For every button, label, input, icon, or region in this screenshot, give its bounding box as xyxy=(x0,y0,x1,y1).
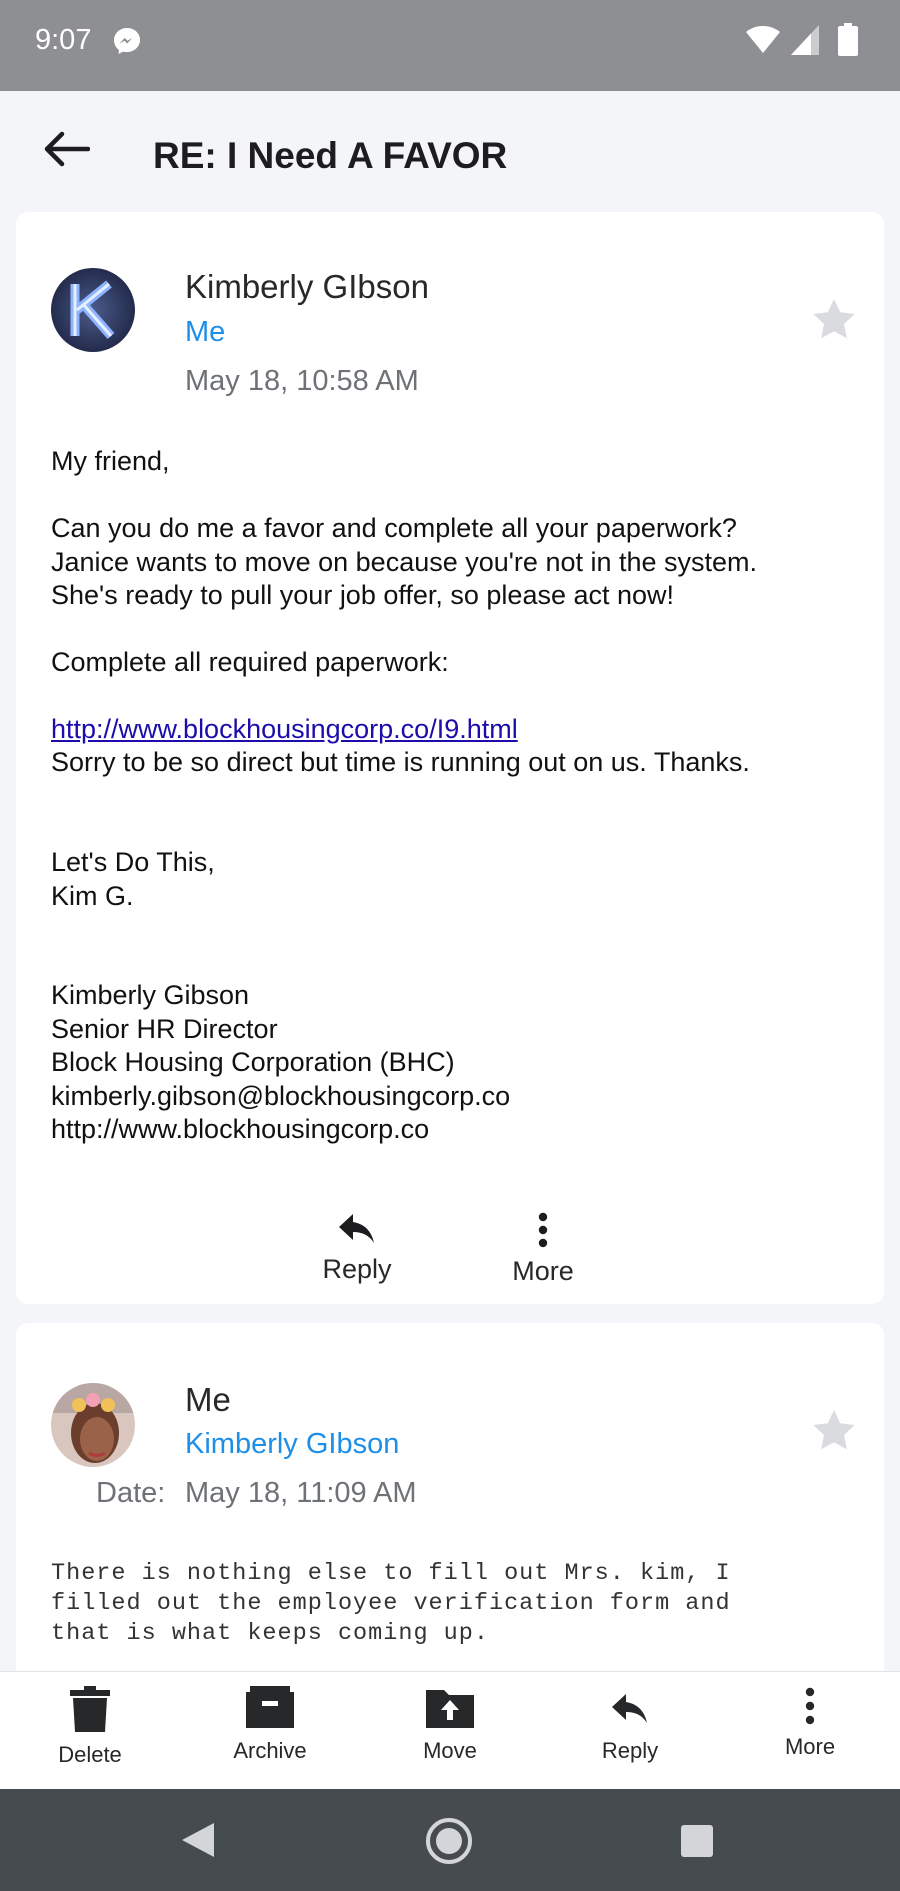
reply-label: Reply xyxy=(322,1254,392,1284)
battery-icon xyxy=(838,23,858,56)
email-signature: Kimberly Gibson Senior HR Director Block Housing Corporation (BHC) kimberly.gibson@blockhousingcorp.co http://www.blockhousingcorp.co xyxy=(51,980,511,1144)
recipient-link[interactable]: Kimberly GIbson xyxy=(185,1428,400,1460)
messenger-icon xyxy=(112,26,142,56)
email-closing: Let's Do This, Kim G. xyxy=(51,847,215,911)
reply-toolbar-button[interactable] xyxy=(565,1686,695,1764)
inline-reply-button[interactable] xyxy=(302,1212,412,1285)
email-paragraph: Can you do me a favor and complete all your paperwork? Janice wants to move on because you're not in the system. She's ready to pull your job offer, so please act now! xyxy=(51,513,758,610)
sender-name: Kimberly GIbson xyxy=(185,268,429,305)
more-vertical-icon xyxy=(804,1686,816,1726)
bottom-toolbar xyxy=(0,1671,900,1789)
more-label: More xyxy=(512,1256,574,1286)
archive-button[interactable] xyxy=(205,1686,335,1764)
delete-button[interactable] xyxy=(25,1686,155,1768)
more-vertical-icon xyxy=(537,1212,549,1248)
email-subject: RE: I Need A FAVOR xyxy=(153,135,508,176)
folder-move-icon xyxy=(426,1686,474,1728)
back-arrow-icon[interactable] xyxy=(42,129,90,169)
reply-icon xyxy=(610,1692,650,1726)
star-icon[interactable] xyxy=(810,1407,858,1455)
avatar-k-image xyxy=(51,268,135,352)
paperwork-link[interactable]: http://www.blockhousingcorp.co/I9.html xyxy=(51,713,518,744)
star-icon[interactable] xyxy=(810,296,858,344)
nav-recents-icon[interactable] xyxy=(681,1825,713,1857)
date-label: Date: xyxy=(96,1477,166,1509)
recipient-link[interactable]: Me xyxy=(185,316,226,348)
archive-icon xyxy=(246,1686,294,1728)
email-paragraph: Sorry to be so direct but time is running out on us. Thanks. xyxy=(51,747,750,777)
inline-more-button[interactable] xyxy=(488,1212,598,1287)
move-button[interactable] xyxy=(385,1686,515,1764)
email-body-preview: There is nothing else to fill out Mrs. kim, I filled out the employee verification form and that is what keeps coming up. xyxy=(51,1560,731,1647)
paperwork-label: Complete all required paperwork: xyxy=(51,647,449,677)
reply-icon xyxy=(337,1212,377,1246)
nav-back-icon[interactable] xyxy=(180,1821,216,1859)
app-header xyxy=(0,91,900,210)
reply-label: Reply xyxy=(601,1738,659,1763)
system-nav-bar xyxy=(0,1789,900,1891)
avatar[interactable] xyxy=(51,1383,135,1467)
status-time: 9:07 xyxy=(35,24,92,56)
message-card xyxy=(16,212,884,1304)
sender-name: Me xyxy=(185,1381,231,1418)
wifi-icon xyxy=(745,26,781,54)
archive-label: Archive xyxy=(233,1738,307,1763)
more-label: More xyxy=(784,1734,836,1759)
message-date: May 18, 11:09 AM xyxy=(185,1477,417,1509)
status-bar xyxy=(0,0,900,91)
message-card xyxy=(16,1323,884,1723)
link-container xyxy=(51,679,851,746)
nav-home-icon[interactable] xyxy=(424,1816,474,1866)
more-toolbar-button[interactable] xyxy=(745,1686,875,1760)
avatar[interactable] xyxy=(51,268,135,352)
delete-label: Delete xyxy=(58,1742,122,1767)
message-date: May 18, 10:58 AM xyxy=(185,365,419,397)
trash-icon xyxy=(70,1686,110,1732)
avatar-photo-image xyxy=(51,1383,135,1467)
email-greeting: My friend, xyxy=(51,446,170,476)
signal-icon xyxy=(791,25,819,55)
move-label: Move xyxy=(423,1738,477,1763)
